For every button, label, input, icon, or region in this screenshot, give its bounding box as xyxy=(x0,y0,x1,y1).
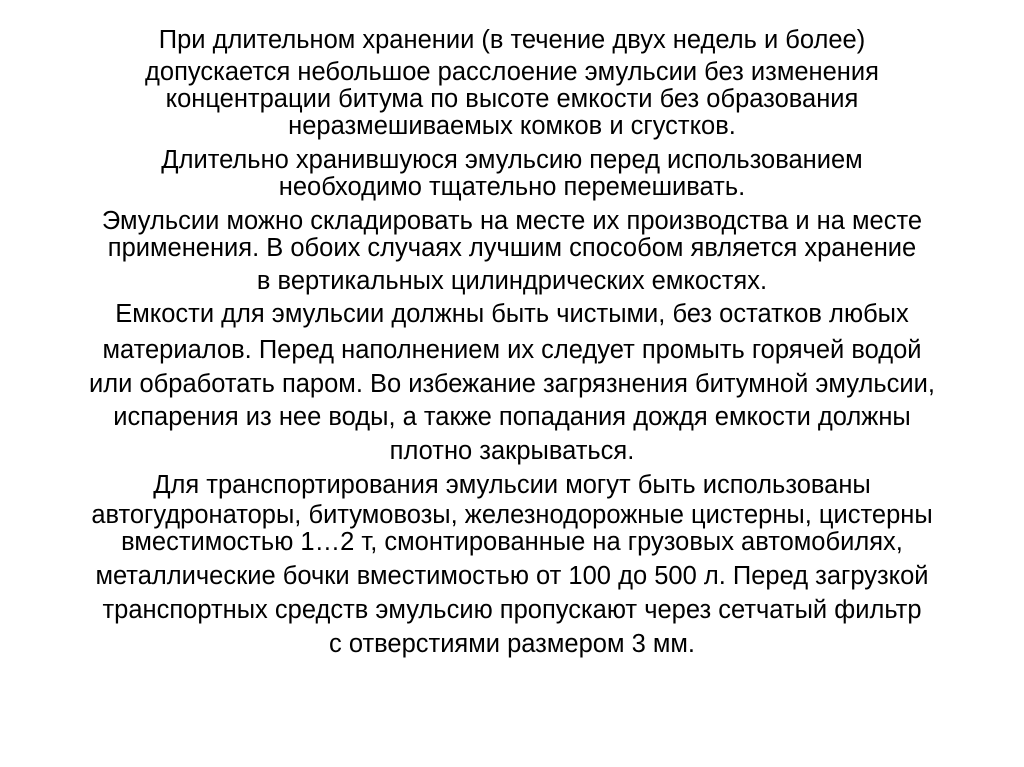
text-line: Для транспортирования эмульсии могут быть использованы xyxy=(153,471,871,499)
text-line: При длительном хранении (в течение двух недель и более) xyxy=(158,26,866,54)
text-line: испарения из нее воды, а также попадания дождя емкости должны xyxy=(113,403,911,431)
text-line: Длительно хранившуюся эмульсию перед использованием xyxy=(161,146,863,174)
text-line: или обработать паром. Во избежание загрязнения битумной эмульсии, xyxy=(89,370,935,398)
text-line: Емкости для эмульсии должны быть чистыми, без остатков любых xyxy=(115,300,909,328)
text-line: металлические бочки вместимостью от 100 до 500 л. Перед загрузкой xyxy=(95,562,929,590)
text-line: материалов. Перед наполнением их следует промыть горячей водой xyxy=(102,336,922,364)
text-line: в вертикальных цилиндрических емкостях. xyxy=(256,267,768,295)
text-line: допускается небольшое расслоение эмульсии без изменения xyxy=(145,58,879,86)
text-line: автогудронаторы, битумовозы, железнодорожные цистерны, цистерны xyxy=(91,501,933,529)
text-line: Эмульсии можно складировать на месте их производства и на месте xyxy=(101,207,923,235)
text-line: с отверстиями размером 3 мм. xyxy=(329,630,695,658)
text-line: плотно закрываться. xyxy=(389,437,635,465)
text-line: транспортных средств эмульсию пропускают через сетчатый фильтр xyxy=(102,596,922,624)
text-line: неразмешиваемых комков и сгустков. xyxy=(288,112,736,140)
text-line: необходимо тщательно перемешивать. xyxy=(278,173,746,201)
text-line: вместимостью 1…2 т, смонтированные на грузовых автомобилях, xyxy=(121,528,903,556)
text-line: концентрации битума по высоте емкости без образования xyxy=(165,85,859,113)
text-line: применения. В обоих случаях лучшим способом является хранение xyxy=(107,234,917,262)
